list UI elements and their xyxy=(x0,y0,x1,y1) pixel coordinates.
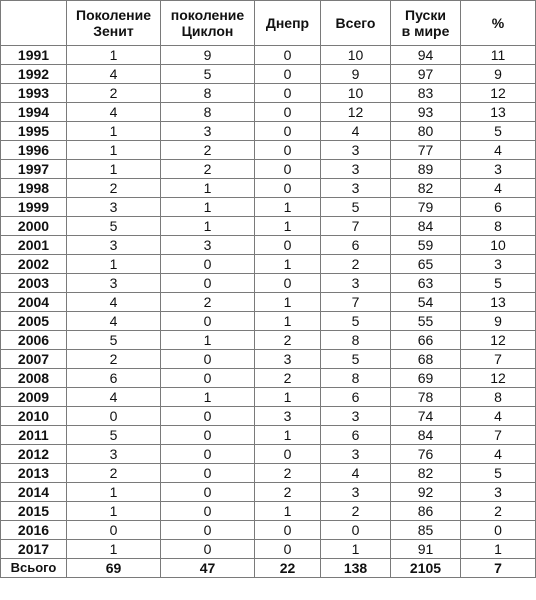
world-cell: 91 xyxy=(391,540,461,559)
world-cell: 65 xyxy=(391,255,461,274)
world-cell: 55 xyxy=(391,312,461,331)
table-footer xyxy=(1,559,536,578)
world-cell: 89 xyxy=(391,160,461,179)
dnepr-cell: 0 xyxy=(255,274,321,293)
zenit-cell: 0 xyxy=(67,521,161,540)
percent-cell: 11 xyxy=(461,46,536,65)
total-cell: 3 xyxy=(321,274,391,293)
total-cell: 3 xyxy=(321,160,391,179)
percent-cell: 12 xyxy=(461,369,536,388)
table-body xyxy=(1,46,536,559)
world-cell: 94 xyxy=(391,46,461,65)
dnepr-cell: 3 xyxy=(255,407,321,426)
dnepr-cell: 0 xyxy=(255,236,321,255)
table-row xyxy=(1,464,536,483)
year-cell: 2006 xyxy=(1,331,67,350)
tsiklon-cell: 0 xyxy=(161,274,255,293)
table-row xyxy=(1,217,536,236)
tsiklon-cell: 0 xyxy=(161,540,255,559)
year-cell: 2017 xyxy=(1,540,67,559)
table-row xyxy=(1,483,536,502)
dnepr-cell: 1 xyxy=(255,293,321,312)
tsiklon-cell: 0 xyxy=(161,502,255,521)
total-row xyxy=(1,559,536,578)
world-cell: 84 xyxy=(391,217,461,236)
total-cell: 3 xyxy=(321,407,391,426)
dnepr-cell: 1 xyxy=(255,312,321,331)
world-cell: 66 xyxy=(391,331,461,350)
tsiklon-cell: 0 xyxy=(161,464,255,483)
header-dnepr: Днепр xyxy=(255,1,321,46)
header-tsiklon: поколение Циклон xyxy=(161,1,255,46)
zenit-cell: 1 xyxy=(67,540,161,559)
tsiklon-cell: 3 xyxy=(161,236,255,255)
year-cell: 2003 xyxy=(1,274,67,293)
year-cell: 2014 xyxy=(1,483,67,502)
table-row xyxy=(1,198,536,217)
table-row xyxy=(1,388,536,407)
zenit-cell: 5 xyxy=(67,217,161,236)
zenit-cell: 1 xyxy=(67,483,161,502)
percent-cell: 1 xyxy=(461,540,536,559)
header-corner xyxy=(1,1,67,46)
tsiklon-cell: 0 xyxy=(161,350,255,369)
header-zenit: Поколение Зенит xyxy=(67,1,161,46)
table-row xyxy=(1,65,536,84)
tsiklon-cell: 1 xyxy=(161,198,255,217)
zenit-cell: 1 xyxy=(67,160,161,179)
world-cell: 84 xyxy=(391,426,461,445)
zenit-cell: 0 xyxy=(67,407,161,426)
zenit-cell: 1 xyxy=(67,122,161,141)
dnepr-cell: 2 xyxy=(255,464,321,483)
tsiklon-cell: 1 xyxy=(161,331,255,350)
tsiklon-cell: 2 xyxy=(161,160,255,179)
total-cell: 10 xyxy=(321,84,391,103)
table-row xyxy=(1,274,536,293)
table-row xyxy=(1,540,536,559)
year-cell: 2007 xyxy=(1,350,67,369)
table-row xyxy=(1,350,536,369)
world-cell: 82 xyxy=(391,464,461,483)
zenit-cell: 4 xyxy=(67,312,161,331)
dnepr-cell: 0 xyxy=(255,540,321,559)
percent-cell: 12 xyxy=(461,331,536,350)
tsiklon-cell: 5 xyxy=(161,65,255,84)
year-cell: 2008 xyxy=(1,369,67,388)
table-row xyxy=(1,312,536,331)
world-cell: 69 xyxy=(391,369,461,388)
total-cell: 3 xyxy=(321,141,391,160)
table-row xyxy=(1,179,536,198)
year-cell: 1997 xyxy=(1,160,67,179)
total-cell: 4 xyxy=(321,122,391,141)
zenit-cell: 3 xyxy=(67,445,161,464)
year-cell: 1996 xyxy=(1,141,67,160)
percent-cell: 8 xyxy=(461,217,536,236)
percent-cell: 4 xyxy=(461,179,536,198)
total-cell: 10 xyxy=(321,46,391,65)
year-cell: 2004 xyxy=(1,293,67,312)
total-cell: 12 xyxy=(321,103,391,122)
year-cell: 1999 xyxy=(1,198,67,217)
dnepr-cell: 0 xyxy=(255,84,321,103)
world-cell: 82 xyxy=(391,179,461,198)
percent-cell: 7 xyxy=(461,350,536,369)
world-cell: 59 xyxy=(391,236,461,255)
dnepr-cell: 0 xyxy=(255,122,321,141)
world-cell: 78 xyxy=(391,388,461,407)
total-cell: 5 xyxy=(321,350,391,369)
dnepr-cell: 3 xyxy=(255,350,321,369)
tsiklon-cell: 9 xyxy=(161,46,255,65)
world-cell: 86 xyxy=(391,502,461,521)
year-cell: 2016 xyxy=(1,521,67,540)
percent-cell: 2 xyxy=(461,502,536,521)
zenit-cell: 4 xyxy=(67,388,161,407)
table-row xyxy=(1,122,536,141)
year-cell: 2005 xyxy=(1,312,67,331)
zenit-cell: 1 xyxy=(67,502,161,521)
tsiklon-cell: 2 xyxy=(161,141,255,160)
world-cell: 68 xyxy=(391,350,461,369)
percent-cell: 10 xyxy=(461,236,536,255)
year-cell: 2010 xyxy=(1,407,67,426)
zenit-cell: 4 xyxy=(67,65,161,84)
total-cell: 0 xyxy=(321,521,391,540)
world-cell: 54 xyxy=(391,293,461,312)
tsiklon-cell: 0 xyxy=(161,426,255,445)
header-row xyxy=(1,1,536,46)
year-cell: 2015 xyxy=(1,502,67,521)
total-cell: 8 xyxy=(321,369,391,388)
percent-cell: 9 xyxy=(461,312,536,331)
total-cell: 6 xyxy=(321,236,391,255)
total-dnepr: 22 xyxy=(255,559,321,578)
dnepr-cell: 2 xyxy=(255,369,321,388)
total-cell: 2 xyxy=(321,502,391,521)
dnepr-cell: 0 xyxy=(255,141,321,160)
percent-cell: 4 xyxy=(461,445,536,464)
year-cell: 1991 xyxy=(1,46,67,65)
tsiklon-cell: 0 xyxy=(161,369,255,388)
year-cell: 2001 xyxy=(1,236,67,255)
table-row xyxy=(1,46,536,65)
dnepr-cell: 0 xyxy=(255,103,321,122)
percent-cell: 3 xyxy=(461,483,536,502)
total-tsiklon: 47 xyxy=(161,559,255,578)
zenit-cell: 1 xyxy=(67,255,161,274)
total-cell: 6 xyxy=(321,388,391,407)
total-cell: 9 xyxy=(321,65,391,84)
tsiklon-cell: 0 xyxy=(161,483,255,502)
tsiklon-cell: 0 xyxy=(161,521,255,540)
dnepr-cell: 1 xyxy=(255,388,321,407)
percent-cell: 5 xyxy=(461,464,536,483)
year-cell: 2009 xyxy=(1,388,67,407)
dnepr-cell: 0 xyxy=(255,445,321,464)
percent-cell: 7 xyxy=(461,426,536,445)
dnepr-cell: 1 xyxy=(255,502,321,521)
year-cell: 2013 xyxy=(1,464,67,483)
table-row xyxy=(1,445,536,464)
total-cell: 3 xyxy=(321,483,391,502)
tsiklon-cell: 1 xyxy=(161,388,255,407)
world-cell: 76 xyxy=(391,445,461,464)
total-cell: 7 xyxy=(321,217,391,236)
total-cell: 3 xyxy=(321,179,391,198)
percent-cell: 9 xyxy=(461,65,536,84)
year-cell: 2012 xyxy=(1,445,67,464)
zenit-cell: 2 xyxy=(67,350,161,369)
year-cell: 2002 xyxy=(1,255,67,274)
zenit-cell: 5 xyxy=(67,426,161,445)
percent-cell: 4 xyxy=(461,407,536,426)
tsiklon-cell: 8 xyxy=(161,84,255,103)
header-total: Всего xyxy=(321,1,391,46)
zenit-cell: 4 xyxy=(67,293,161,312)
percent-cell: 5 xyxy=(461,274,536,293)
dnepr-cell: 0 xyxy=(255,179,321,198)
total-label: Всього xyxy=(1,559,67,578)
percent-cell: 6 xyxy=(461,198,536,217)
tsiklon-cell: 1 xyxy=(161,179,255,198)
zenit-cell: 3 xyxy=(67,198,161,217)
year-cell: 1995 xyxy=(1,122,67,141)
zenit-cell: 2 xyxy=(67,464,161,483)
year-cell: 1993 xyxy=(1,84,67,103)
tsiklon-cell: 2 xyxy=(161,293,255,312)
zenit-cell: 3 xyxy=(67,236,161,255)
zenit-cell: 2 xyxy=(67,84,161,103)
dnepr-cell: 1 xyxy=(255,426,321,445)
dnepr-cell: 0 xyxy=(255,160,321,179)
year-cell: 1998 xyxy=(1,179,67,198)
percent-cell: 13 xyxy=(461,293,536,312)
percent-cell: 8 xyxy=(461,388,536,407)
table-row xyxy=(1,236,536,255)
dnepr-cell: 0 xyxy=(255,46,321,65)
total-world: 2105 xyxy=(391,559,461,578)
world-cell: 93 xyxy=(391,103,461,122)
table-row xyxy=(1,426,536,445)
table-row xyxy=(1,160,536,179)
world-cell: 97 xyxy=(391,65,461,84)
tsiklon-cell: 0 xyxy=(161,407,255,426)
zenit-cell: 4 xyxy=(67,103,161,122)
percent-cell: 3 xyxy=(461,160,536,179)
table-row xyxy=(1,369,536,388)
total-cell: 5 xyxy=(321,312,391,331)
header-percent: % xyxy=(461,1,536,46)
world-cell: 92 xyxy=(391,483,461,502)
zenit-cell: 1 xyxy=(67,141,161,160)
percent-cell: 0 xyxy=(461,521,536,540)
world-cell: 74 xyxy=(391,407,461,426)
dnepr-cell: 2 xyxy=(255,483,321,502)
total-cell: 8 xyxy=(321,331,391,350)
total-cell: 4 xyxy=(321,464,391,483)
zenit-cell: 5 xyxy=(67,331,161,350)
world-cell: 63 xyxy=(391,274,461,293)
total-zenit: 69 xyxy=(67,559,161,578)
world-cell: 77 xyxy=(391,141,461,160)
total-percent: 7 xyxy=(461,559,536,578)
total-all: 138 xyxy=(321,559,391,578)
tsiklon-cell: 3 xyxy=(161,122,255,141)
percent-cell: 5 xyxy=(461,122,536,141)
header-world-launches: Пуски в мире xyxy=(391,1,461,46)
table-row xyxy=(1,103,536,122)
dnepr-cell: 1 xyxy=(255,217,321,236)
table-header xyxy=(1,1,536,46)
zenit-cell: 2 xyxy=(67,179,161,198)
world-cell: 83 xyxy=(391,84,461,103)
tsiklon-cell: 0 xyxy=(161,445,255,464)
total-cell: 2 xyxy=(321,255,391,274)
table-row xyxy=(1,407,536,426)
tsiklon-cell: 1 xyxy=(161,217,255,236)
table-row xyxy=(1,502,536,521)
percent-cell: 4 xyxy=(461,141,536,160)
world-cell: 79 xyxy=(391,198,461,217)
dnepr-cell: 0 xyxy=(255,65,321,84)
percent-cell: 3 xyxy=(461,255,536,274)
table-row xyxy=(1,331,536,350)
world-cell: 80 xyxy=(391,122,461,141)
table-row xyxy=(1,84,536,103)
total-cell: 7 xyxy=(321,293,391,312)
zenit-cell: 1 xyxy=(67,46,161,65)
zenit-cell: 6 xyxy=(67,369,161,388)
total-cell: 3 xyxy=(321,445,391,464)
total-cell: 5 xyxy=(321,198,391,217)
year-cell: 2000 xyxy=(1,217,67,236)
year-cell: 2011 xyxy=(1,426,67,445)
tsiklon-cell: 0 xyxy=(161,312,255,331)
dnepr-cell: 0 xyxy=(255,521,321,540)
dnepr-cell: 1 xyxy=(255,198,321,217)
table-row xyxy=(1,255,536,274)
dnepr-cell: 2 xyxy=(255,331,321,350)
dnepr-cell: 1 xyxy=(255,255,321,274)
table-row xyxy=(1,521,536,540)
tsiklon-cell: 8 xyxy=(161,103,255,122)
percent-cell: 12 xyxy=(461,84,536,103)
table-row xyxy=(1,293,536,312)
year-cell: 1994 xyxy=(1,103,67,122)
total-cell: 1 xyxy=(321,540,391,559)
world-cell: 85 xyxy=(391,521,461,540)
table-row xyxy=(1,141,536,160)
total-cell: 6 xyxy=(321,426,391,445)
percent-cell: 13 xyxy=(461,103,536,122)
tsiklon-cell: 0 xyxy=(161,255,255,274)
zenit-cell: 3 xyxy=(67,274,161,293)
year-cell: 1992 xyxy=(1,65,67,84)
